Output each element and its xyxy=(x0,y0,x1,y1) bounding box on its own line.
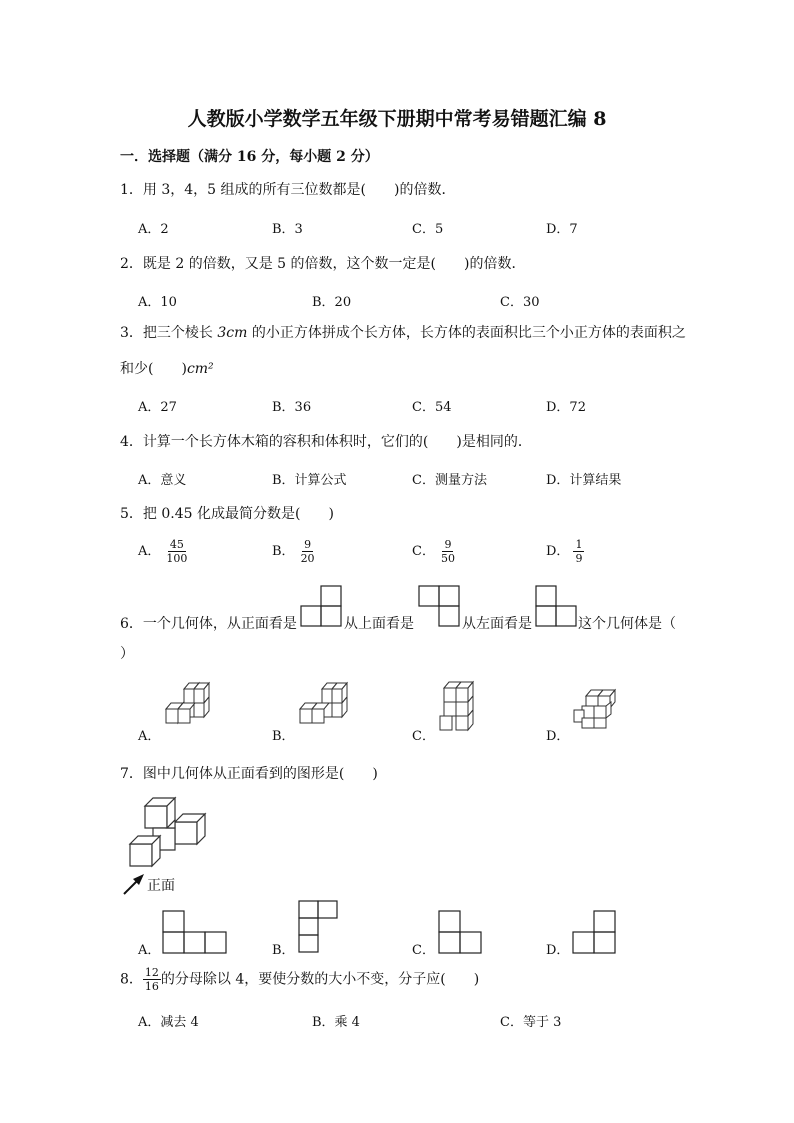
q8-denominator: 16 xyxy=(144,980,159,993)
q5-c-label: C． xyxy=(412,544,435,559)
q3-unit-cm: 3cm xyxy=(217,325,248,341)
question-3-line-1 xyxy=(120,322,686,342)
q5-option-a[interactable] xyxy=(138,538,189,565)
q5-a-numerator: 45 xyxy=(169,538,184,551)
q6-text-4: 这个几何体是（ xyxy=(578,616,676,632)
q6-option-c-cubes xyxy=(436,680,480,734)
q4-option-b[interactable]: B．计算公式 xyxy=(272,473,347,488)
q6-option-d[interactable]: D． xyxy=(546,729,570,744)
q5-b-numerator: 9 xyxy=(304,538,312,551)
q6-text-5: ） xyxy=(120,646,134,662)
q7-option-d-figure xyxy=(572,910,618,954)
q6-option-a-cubes xyxy=(160,676,216,734)
q4-option-a[interactable]: A．意义 xyxy=(138,473,187,488)
q6-option-d-cubes xyxy=(570,684,616,732)
q2-option-a[interactable]: A．10 xyxy=(138,295,177,310)
q5-c-denominator: 50 xyxy=(440,552,455,565)
q6-text-1: 6．一个几何体，从正面看是 xyxy=(120,616,297,632)
q6-text-3: 从左面看是 xyxy=(462,616,532,632)
q5-b-denominator: 20 xyxy=(300,552,315,565)
section-heading: 一．选择题（满分 16 分，每小题 2 分） xyxy=(120,149,379,165)
q7-option-a[interactable]: A． xyxy=(138,943,161,958)
q8-option-a[interactable]: A．减去 4 xyxy=(138,1015,199,1030)
q5-d-label: D． xyxy=(546,544,570,559)
q6-left-view-figure xyxy=(535,585,577,627)
q2-option-c[interactable]: C．30 xyxy=(500,295,540,310)
q4-option-d[interactable]: D．计算结果 xyxy=(546,473,622,488)
q5-d-fraction xyxy=(573,538,584,565)
question-5: 5．把 0.45 化成最简分数是( ) xyxy=(120,506,334,522)
q7-option-a-figure xyxy=(162,910,228,954)
q3-unit-cm2: cm² xyxy=(186,361,214,377)
q1-option-a[interactable]: A．2 xyxy=(138,222,169,237)
q3-option-c[interactable]: C．54 xyxy=(412,400,452,415)
question-2: 2．既是 2 的倍数，又是 5 的倍数，这个数一定是( )的倍数． xyxy=(120,256,526,272)
question-4: 4．计算一个长方体木箱的容积和体积时，它们的( )是相同的． xyxy=(120,434,532,450)
q1-option-b[interactable]: B．3 xyxy=(272,222,303,237)
question-1: 1．用 3，4，5 组成的所有三位数都是( )的倍数． xyxy=(120,182,456,198)
q7-option-c[interactable]: C． xyxy=(412,943,435,958)
q3-option-d[interactable]: D．72 xyxy=(546,400,586,415)
q5-option-c[interactable] xyxy=(412,538,457,565)
q5-c-fraction xyxy=(439,538,457,565)
q8-text: 的分母除以 4，要使分数的大小不变，分子应( ) xyxy=(160,971,480,988)
q5-b-label: B． xyxy=(272,544,295,559)
q6-front-view-figure xyxy=(300,585,342,627)
q5-a-denominator: 100 xyxy=(166,552,188,565)
q2-option-b[interactable]: B．20 xyxy=(312,295,352,310)
q5-b-fraction xyxy=(299,538,317,565)
q5-option-b[interactable] xyxy=(272,538,317,565)
q3-option-b[interactable]: B．36 xyxy=(272,400,312,415)
q3-text-b: 的小正方体拼成个长方体，长方体的表面积比三个小正方体的表面积之 xyxy=(247,325,686,341)
q7-option-d[interactable]: D． xyxy=(546,943,570,958)
q7-option-b[interactable]: B． xyxy=(272,943,295,958)
q6-option-a[interactable]: A． xyxy=(138,729,161,744)
page-title: 人教版小学数学五年级下册期中常考易错题汇编 8 xyxy=(187,108,607,130)
q8-fraction xyxy=(143,966,161,993)
q7-front-label: 正面 xyxy=(147,878,175,894)
q7-option-b-figure xyxy=(298,900,342,954)
q4-option-c[interactable]: C．测量方法 xyxy=(412,473,487,488)
q8-numerator: 12 xyxy=(144,966,159,979)
q1-option-d[interactable]: D．7 xyxy=(546,222,578,237)
q6-text-2: 从上面看是 xyxy=(344,616,414,632)
q1-option-c[interactable]: C．5 xyxy=(412,222,444,237)
q6-option-b-cubes xyxy=(296,676,352,734)
q5-d-denominator: 9 xyxy=(575,552,583,565)
q6-option-c[interactable]: C． xyxy=(412,729,435,744)
question-3-line-2 xyxy=(120,358,214,378)
q5-a-label: A． xyxy=(138,544,161,559)
q6-top-view-figure xyxy=(418,585,460,627)
q3-text-a: 3．把三个棱长 xyxy=(120,325,218,341)
q3-option-a[interactable]: A．27 xyxy=(138,400,177,415)
q3-text-c: 和少( ) xyxy=(120,361,187,377)
q8-prefix: 8． xyxy=(120,971,143,988)
q8-option-b[interactable]: B．乘 4 xyxy=(312,1015,360,1030)
question-7: 7．图中几何体从正面看到的图形是( ) xyxy=(120,766,378,782)
q8-option-c[interactable]: C．等于 3 xyxy=(500,1015,562,1030)
question-8 xyxy=(120,966,479,993)
q5-option-d[interactable] xyxy=(546,538,584,565)
q7-option-c-figure xyxy=(438,910,484,954)
q5-d-numerator: 1 xyxy=(575,538,583,551)
q6-option-b[interactable]: B． xyxy=(272,729,295,744)
q5-c-numerator: 9 xyxy=(444,538,452,551)
q5-a-fraction xyxy=(164,538,189,565)
